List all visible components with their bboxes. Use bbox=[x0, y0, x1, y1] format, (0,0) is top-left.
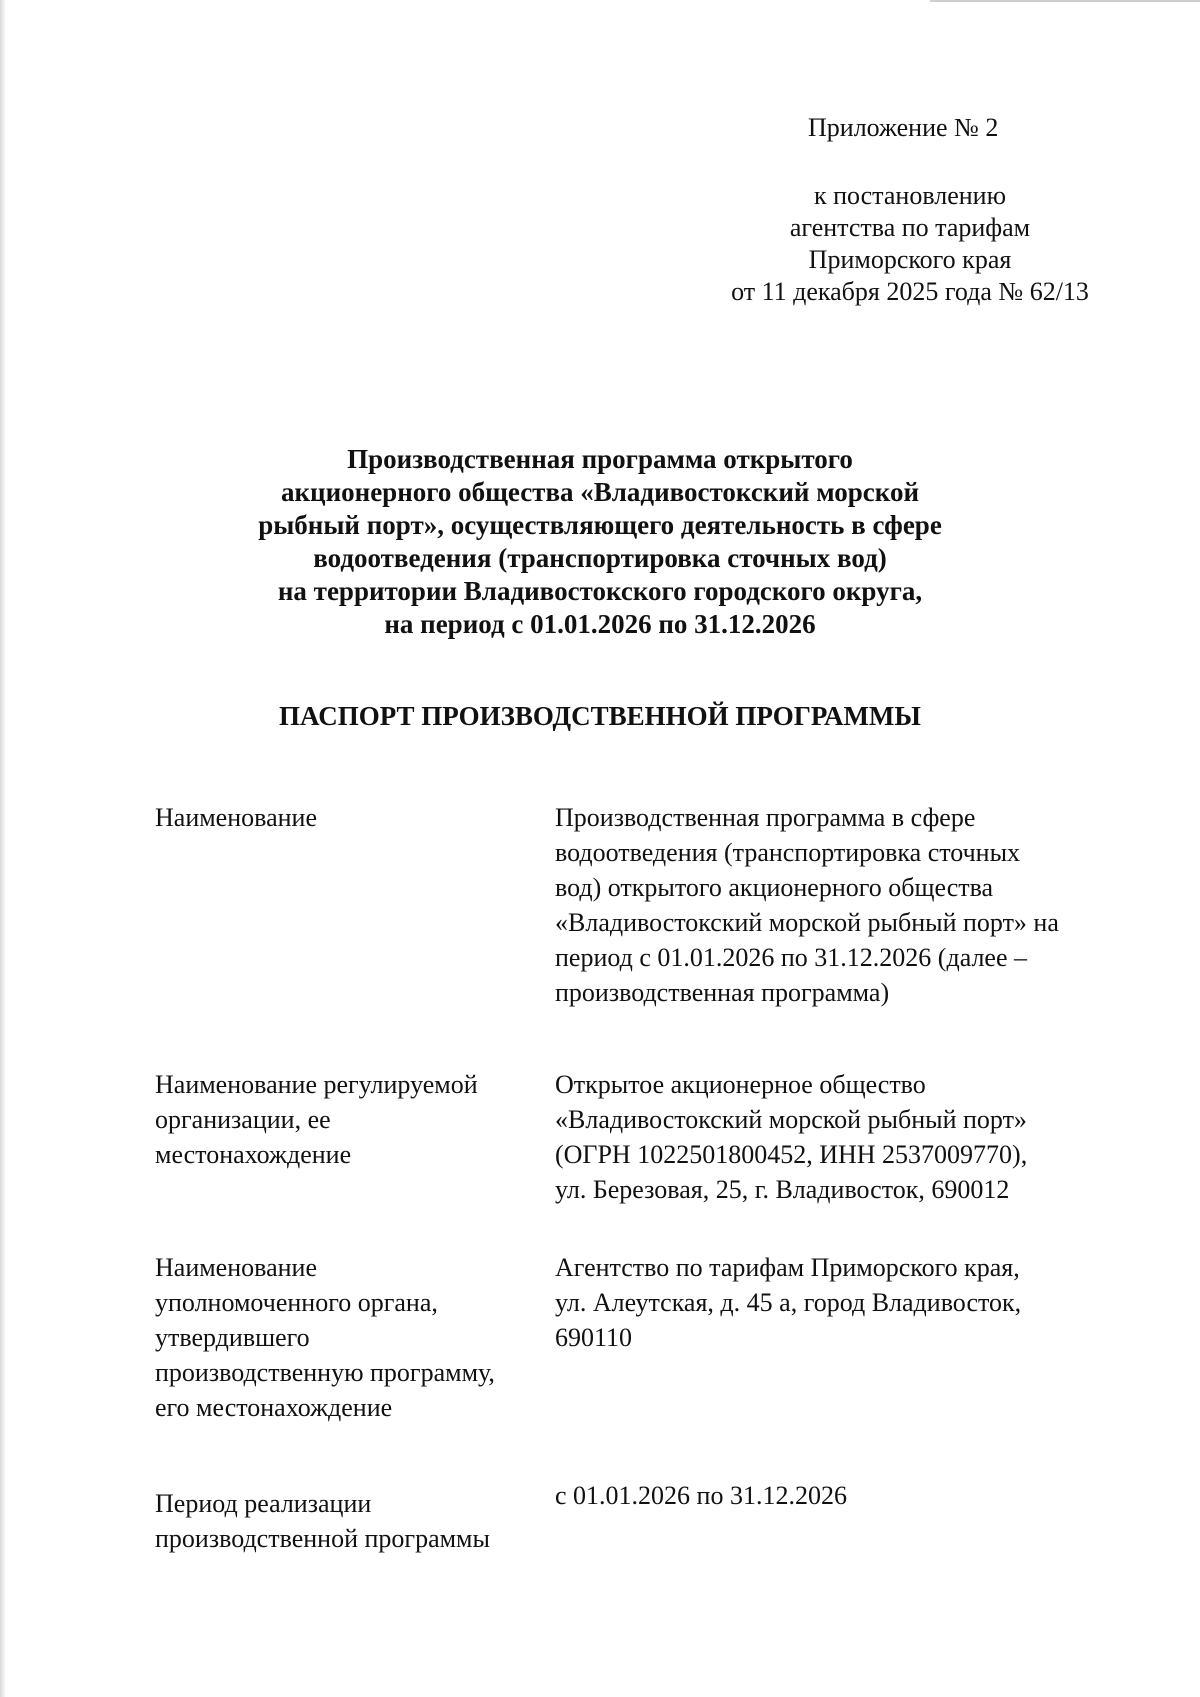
value-line: производственная программа) bbox=[555, 978, 890, 1007]
label-line: уполномоченного органа, bbox=[155, 1288, 438, 1317]
appendix-number: Приложение № 2 bbox=[808, 113, 999, 142]
scan-edge-left bbox=[0, 0, 6, 1697]
value-line: вод) открытого акционерного общества bbox=[555, 873, 994, 902]
value-line: ул. Березовая, 25, г. Владивосток, 690012 bbox=[555, 1175, 1010, 1204]
value-line: Производственная программа в сфере bbox=[555, 803, 976, 832]
title-line: водоотведения (транспортировка сточных вод) bbox=[313, 543, 887, 573]
row-value bbox=[555, 1067, 1115, 1207]
title-line: на период с 01.01.2026 по 31.12.2026 bbox=[384, 609, 816, 639]
value-line: «Владивостокский морской рыбный порт» bbox=[555, 1105, 1027, 1134]
label-line: организации, ее bbox=[155, 1105, 331, 1134]
title-line: на территории Владивостокского городского округа, bbox=[277, 576, 923, 606]
label-line: производственную программу, bbox=[155, 1358, 495, 1387]
row-value bbox=[555, 800, 1115, 1010]
title-line: Производственная программа открытого bbox=[347, 444, 853, 474]
value-line: 690110 bbox=[555, 1323, 633, 1352]
row-value bbox=[555, 1478, 1115, 1513]
row-label bbox=[155, 1250, 545, 1425]
value-line: «Владивостокский морской рыбный порт» на bbox=[555, 908, 1059, 937]
value-line: (ОГРН 1022501800452, ИНН 2537009770), bbox=[555, 1140, 1028, 1169]
value-line: Открытое акционерное общество bbox=[555, 1070, 926, 1099]
value-line: Агентство по тарифам Приморского края, bbox=[555, 1253, 1020, 1282]
label-line: утвердившего bbox=[155, 1323, 310, 1352]
appendix-line: агентства по тарифам bbox=[789, 213, 1031, 242]
value-line: водоотведения (транспортировка сточных bbox=[555, 838, 1021, 867]
label-line: местонахождение bbox=[155, 1140, 352, 1169]
appendix-line: от 11 декабря 2025 года № 62/13 bbox=[731, 277, 1089, 306]
value-line: период с 01.01.2026 по 31.12.2026 (далее – bbox=[555, 943, 1028, 972]
value-line: ул. Алеутская, д. 45 а, город Владивосток, bbox=[555, 1288, 1022, 1317]
label-line: Наименование bbox=[155, 803, 317, 832]
label-line: Наименование регулируемой bbox=[155, 1070, 478, 1099]
label-line: производственной программы bbox=[155, 1524, 490, 1553]
row-label bbox=[155, 800, 545, 835]
scan-edge-top bbox=[930, 0, 1200, 2]
row-label bbox=[155, 1067, 545, 1172]
appendix-line: к постановлению bbox=[813, 181, 1007, 210]
appendix-reference bbox=[700, 180, 1120, 308]
label-line: Наименование bbox=[155, 1253, 317, 1282]
passport-heading: ПАСПОРТ ПРОИЗВОДСТВЕННОЙ ПРОГРАММЫ bbox=[279, 701, 921, 731]
title-line: рыбный порт», осуществляющего деятельность в сфере bbox=[258, 510, 942, 540]
label-line: его местонахождение bbox=[155, 1393, 393, 1422]
title-line: акционерного общества «Владивостокский морской bbox=[280, 477, 920, 507]
label-line: Период реализации bbox=[155, 1489, 372, 1518]
row-value bbox=[555, 1250, 1115, 1355]
value-line: с 01.01.2026 по 31.12.2026 bbox=[555, 1481, 847, 1510]
row-label bbox=[155, 1486, 545, 1556]
appendix-line: Приморского края bbox=[808, 245, 1012, 274]
document-title bbox=[200, 443, 1000, 641]
